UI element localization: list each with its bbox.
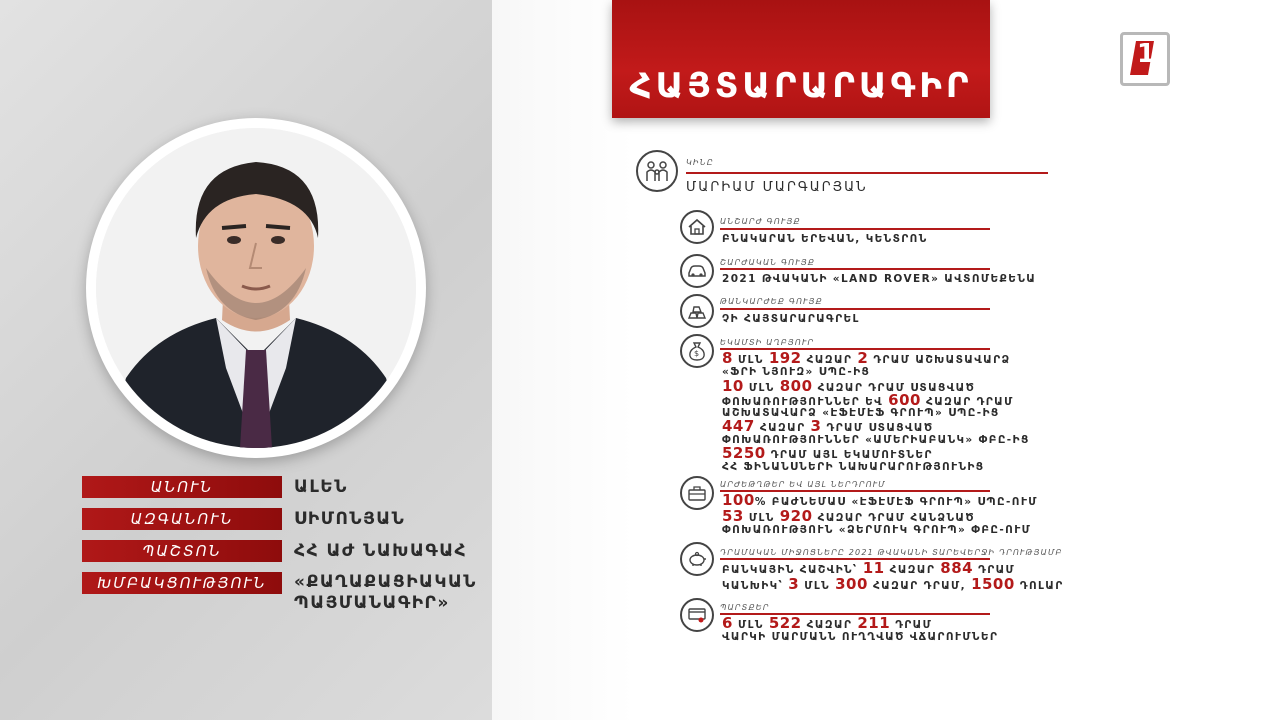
- text: ՄԼՆ: [743, 382, 780, 394]
- svg-text:$: $: [694, 349, 700, 358]
- income-caption: ԵԿԱՄՏԻ ԱՂԲՅՈՒՐ: [720, 338, 815, 347]
- amount: 3: [788, 575, 800, 593]
- left-panel: [0, 0, 492, 720]
- divider: [720, 613, 990, 615]
- valuables-value: ՉԻ ՀԱՅՏԱՐԱՐԱԳՐԵԼ: [722, 313, 860, 325]
- text: ԴՐԱՄ: [973, 564, 1016, 576]
- text: ՀԱԶԱՐ: [754, 422, 811, 434]
- amount: 300: [835, 575, 868, 593]
- vehicles-caption: ՇԱՐԺԱԿԱՆ ԳՈՒՅՔ: [720, 258, 816, 267]
- divider: [720, 308, 990, 310]
- piggy-bank-icon: [680, 542, 714, 576]
- gold-bars-icon: [680, 294, 714, 328]
- vehicles-value: 2021 ԹՎԱԿԱՆԻ «LAND ROVER» ԱՎՏՈՄԵՔԵՆԱ: [722, 273, 1037, 285]
- text: ՓՈԽԱՌՈՒԹՅՈՒՆՆԵՐ ԵՎ: [722, 396, 889, 408]
- personal-info: [82, 476, 502, 613]
- text: ԴՐԱՄ ԱՅԼ ԵԿԱՄՈՒՏՆԵՐ: [765, 449, 933, 461]
- securities-caption: ԱՐԺԵԹՂԹԵՐ ԵՎ ԱՅԼ ՆԵՐԴՐՈՒՄ: [720, 480, 886, 489]
- amount: 600: [888, 391, 921, 409]
- text: ՄԼՆ: [732, 619, 769, 631]
- text: ՀԱԶԱՐ ԴՐԱՄ,: [867, 580, 972, 592]
- amount: 3: [810, 417, 822, 435]
- text: ՀԱԶԱՐ ԴՐԱՄ ՍՏԱՑՎԱԾ: [812, 382, 976, 394]
- money-bag-icon: [680, 334, 714, 368]
- info-value: ԱԼԵՆ: [294, 477, 348, 497]
- portrait-illustration: [96, 128, 416, 448]
- amount: 192: [768, 349, 802, 367]
- text: ՀԱԶԱՐ ԴՐԱՄ ՀԱՆՁՆԱԾ: [812, 512, 975, 524]
- real-estate-value: ԲՆԱԿԱՐԱՆ ԵՐԵՎԱՆ, ԿԵՆՏՐՈՆ: [722, 233, 928, 245]
- income-item-4-line-1: [722, 444, 933, 462]
- text: ՀԱԶԱՐ: [884, 564, 941, 576]
- card-payment-icon: [680, 598, 714, 632]
- text: ԿԱՆԽԻԿ՝: [722, 580, 789, 592]
- text: ՄԼՆ: [732, 354, 769, 366]
- divider: [686, 172, 1048, 174]
- spouse-caption: ԿԻՆԸ: [686, 158, 714, 167]
- info-label: ԽՄԲԱԿՑՈՒԹՅՈՒՆ: [82, 572, 282, 594]
- declaration-banner: [612, 0, 990, 118]
- securities-item-1: [722, 491, 1038, 509]
- income-item-1-line-1: [722, 349, 1011, 367]
- info-label: ԱՆՈՒՆ: [82, 476, 282, 498]
- loans-caption: ՊԱՐՏՔԵՐ: [720, 603, 770, 612]
- amount: 447: [722, 417, 755, 435]
- amount: 8: [722, 349, 733, 367]
- page-title: ՀԱՅՏԱՐԱՐԱԳԻՐ: [629, 66, 973, 106]
- loans-line-2: ՎԱՐԿԻ ՄԱՐՄԱՆՆ ՈՒՂՂՎԱԾ ՎՃԱՐՈՒՄՆԵՐ: [722, 631, 999, 643]
- income-item-3-line-1: [722, 417, 934, 435]
- spouse-name: ՄԱՐԻԱՄ ՄԱՐԳԱՐՅԱՆ: [686, 180, 868, 195]
- info-value: «ՔԱՂԱՔԱՑԻԱԿԱՆ ՊԱՅՄԱՆԱԳԻՐ»: [294, 572, 477, 613]
- income-item-2-line-1: [722, 377, 976, 395]
- text: ՀԱԶԱՐ ԴՐԱՄ: [920, 396, 1014, 408]
- info-row-first-name: [82, 476, 502, 500]
- valuables-caption: ԹԱՆԿԱՐԺԵՔ ԳՈՒՅՔ: [720, 297, 823, 306]
- portrait-photo: [96, 128, 416, 448]
- channel-logo: [1120, 32, 1170, 86]
- cash-line-2: [722, 575, 1064, 593]
- portrait-frame: [86, 118, 426, 458]
- cash-caption: ԴՐԱՄԱԿԱՆ ՄԻՋՈՑՆԵՐԸ 2021 ԹՎԱԿԱՆԻ ՏԱՐԵՎԵՐՋԻ ԴՐՈՒԹՅԱՄԲ: [720, 548, 1063, 557]
- amount: 211: [857, 614, 891, 632]
- text: ԲԱՆԿԱՅԻՆ ՀԱՇՎԻՆ՝: [722, 564, 863, 576]
- divider: [720, 228, 990, 230]
- text: ԴՐԱՄ: [890, 619, 933, 631]
- amount: 920: [779, 507, 813, 525]
- amount: 1500: [971, 575, 1015, 593]
- family-icon: [636, 150, 678, 192]
- amount: 10: [722, 377, 744, 395]
- divider: [720, 490, 990, 492]
- income-item-1-line-2: «ՖՐԻ ՆՅՈՒԶ» ՍՊԸ-ԻՑ: [722, 366, 871, 378]
- info-row-position: [82, 540, 502, 564]
- income-item-2-line-3: ԱՇԽԱՏԱՎԱՐՁ «ԷՖԷՄԷՖ ԳՐՈՒՊ» ՍՊԸ-ԻՑ: [722, 407, 1000, 419]
- amount: 522: [768, 614, 802, 632]
- info-row-faction: [82, 572, 502, 613]
- text: ԴՐԱՄ ՍՏԱՑՎԱԾ: [821, 422, 934, 434]
- text: ՄԼՆ: [743, 512, 780, 524]
- loans-line-1: [722, 614, 933, 632]
- info-value: ՍԻՄՈՆՅԱՆ: [294, 509, 406, 529]
- text: ՄԼՆ: [799, 580, 836, 592]
- text: % ԲԱԺՆԵՄԱՍ «ԷՖԷՄԷՖ ԳՐՈՒՊ» ՍՊԸ-ՈՒՄ: [754, 496, 1038, 508]
- amount: 53: [722, 507, 744, 525]
- house-icon: [680, 210, 714, 244]
- income-item-4-line-2: ՀՀ ՖԻՆԱՆՍՆԵՐԻ ՆԱԽԱՐԱՐՈՒԹՅՈՒՆԻՑ: [722, 461, 985, 473]
- amount: 2: [857, 349, 869, 367]
- info-label: ՊԱՇՏՈՆ: [82, 540, 282, 562]
- real-estate-caption: ԱՆՇԱՐԺ ԳՈՒՅՔ: [720, 217, 801, 226]
- securities-item-2-line-1: [722, 507, 975, 525]
- car-icon: [680, 254, 714, 288]
- text: ՀԱԶԱՐ: [801, 619, 858, 631]
- amount: 884: [940, 559, 974, 577]
- briefcase-icon: [680, 476, 714, 510]
- amount: 6: [722, 614, 733, 632]
- info-row-last-name: [82, 508, 502, 532]
- securities-item-2-line-2: ՓՈԽԱՌՈՒԹՅՈՒՆ «ՁԵՐՄՈՒԿ ԳՐՈՒՊ» ՓԲԸ-ՈՒՄ: [722, 524, 1032, 536]
- info-label: ԱԶԳԱՆՈՒՆ: [82, 508, 282, 530]
- income-item-3-line-2: ՓՈԽԱՌՈՒԹՅՈՒՆՆԵՐ «ԱՄԵՐԻԱԲԱՆԿ» ՓԲԸ-ԻՑ: [722, 434, 1030, 446]
- amount: 5250: [722, 444, 766, 462]
- amount: 800: [779, 377, 813, 395]
- text: ԴՐԱՄ ԱՇԽԱՏԱՎԱՐՁ: [868, 354, 1011, 366]
- amount: 11: [862, 559, 885, 577]
- text: ԴՈԼԱՐ: [1014, 580, 1064, 592]
- amount: 100: [722, 491, 755, 509]
- text: ՀԱԶԱՐ: [801, 354, 858, 366]
- divider: [720, 268, 990, 270]
- logo-digit: 1: [1137, 39, 1156, 69]
- divider: [720, 348, 990, 350]
- info-value: ՀՀ ԱԺ ՆԱԽԱԳԱՀ: [294, 541, 468, 561]
